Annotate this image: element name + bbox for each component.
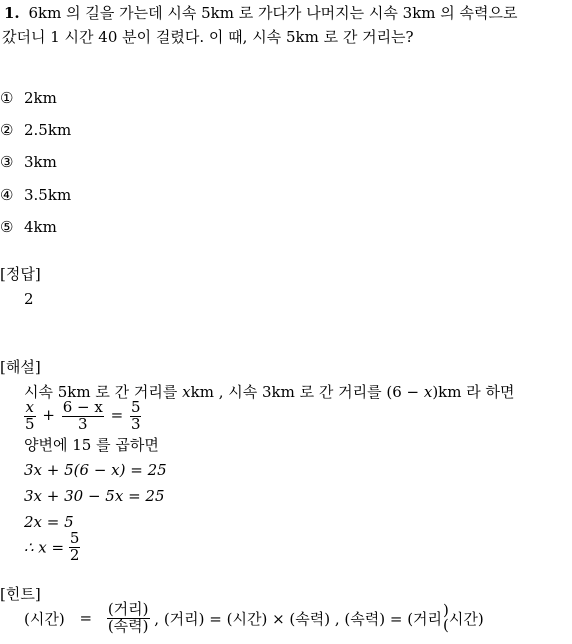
answer-label: [정답] (0, 265, 41, 283)
fraction: $\frac{5}{2}$ (69, 529, 80, 564)
question-number: 1. (4, 4, 20, 22)
option-marker: ④ (0, 186, 14, 204)
option-5[interactable] (0, 218, 57, 236)
fraction: $\frac{\text{(거리)}}{\text{(속력)}}$ (107, 600, 149, 635)
option-text: 3.5km (24, 186, 72, 204)
option-marker: ③ (0, 153, 14, 171)
hint-label: [힌트] (0, 585, 41, 603)
fraction-fragment: ) ( (443, 600, 449, 635)
option-3[interactable] (0, 153, 57, 171)
solution-equation-2: 3x + 5(6 − x) = 25 (24, 461, 167, 479)
option-1[interactable] (0, 89, 57, 107)
option-marker: ② (0, 121, 14, 139)
question-text-2: 갔더니 1 시간 40 분이 걸렸다. 이 때, 시속 5km 로 간 거리는? (2, 28, 414, 46)
option-text: 2.5km (24, 121, 72, 139)
solution-step-text: 양변에 15 를 곱하면 (24, 436, 159, 454)
option-text: 3km (24, 153, 57, 171)
option-text: 4km (24, 218, 57, 236)
option-2[interactable] (0, 121, 71, 139)
solution-equation-4: 2x = 5 (24, 513, 74, 531)
fraction: $\frac{5}{3}$ (130, 398, 141, 433)
option-text: 2km (24, 89, 57, 107)
solution-equation-1: $\frac{x}{5}$ + $\frac{6 - x}{3}$ = $\frac{5}{3}$ (25, 398, 141, 433)
hint-formula: (시간) = $\frac{\text{(거리)}}{\text{(속력)}}$ , (거리) = (시간) × (속력) , (속력) = (거리 ) ( 시간) (24, 600, 484, 635)
option-4[interactable] (0, 186, 71, 204)
option-marker: ① (0, 89, 14, 107)
option-marker: ⑤ (0, 218, 14, 236)
fraction: $\frac{x}{5}$ (25, 398, 35, 433)
question-line-1 (4, 2, 518, 23)
solution-equation-3: 3x + 30 − 5x = 25 (24, 487, 165, 505)
question-text-1: 6km 의 길을 가는데 시속 5km 로 가다가 나머지는 시속 3km 의 속력으로 (28, 4, 518, 22)
solution-label: [해설] (0, 358, 41, 376)
solution-intro: 시속 5km 로 간 거리를 xkm , 시속 3km 로 간 거리를 (6 − x)km 라 하면 (24, 383, 515, 401)
solution-equation-5: ∴ x = $\frac{5}{2}$ (24, 529, 80, 564)
fraction: $\frac{6 - x}{3}$ (62, 398, 103, 433)
answer-value: 2 (24, 290, 34, 308)
